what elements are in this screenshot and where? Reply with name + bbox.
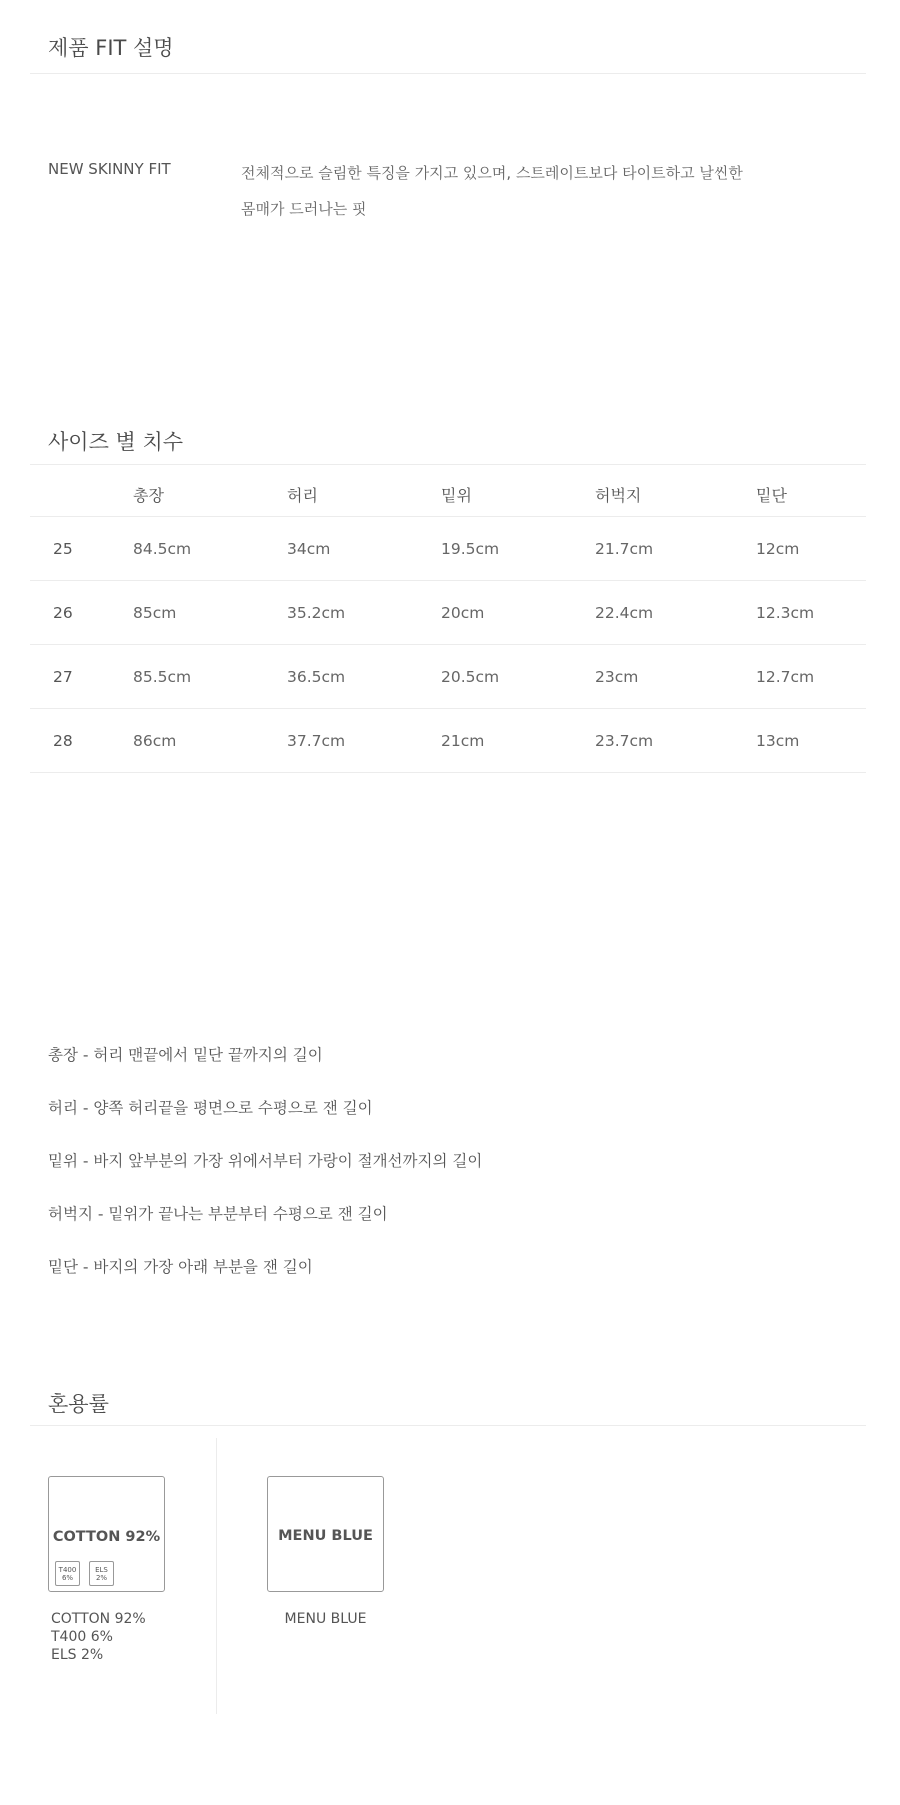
length-cell: 84.5cm xyxy=(133,517,287,581)
fit-name: NEW SKINNY FIT xyxy=(48,160,171,178)
vertical-divider xyxy=(216,1438,217,1714)
fabric-minor-tag xyxy=(55,1561,80,1586)
waist-cell: 35.2cm xyxy=(287,581,441,645)
size-table-header-length: 총장 xyxy=(133,472,287,517)
table-row xyxy=(30,645,866,709)
size-table-header-size xyxy=(30,472,133,517)
size-table-header-row xyxy=(30,472,866,517)
size-cell: 25 xyxy=(30,517,133,581)
size-table-header-hem: 밑단 xyxy=(756,472,866,517)
size-table-header-rise: 밑위 xyxy=(441,472,595,517)
thigh-cell: 23cm xyxy=(595,645,756,709)
composition-section-title: 혼용률 xyxy=(48,1392,109,1416)
minor-tag-name: T400 xyxy=(58,1566,77,1574)
minor-tag-name: ELS xyxy=(95,1566,108,1574)
measurement-definitions xyxy=(48,1043,482,1308)
rise-cell: 21cm xyxy=(441,709,595,773)
length-cell: 85.5cm xyxy=(133,645,287,709)
table-row xyxy=(30,581,866,645)
minor-tag-percent: 6% xyxy=(61,1574,74,1582)
color-swatch xyxy=(267,1476,384,1592)
fabric-caption-line: ELS 2% xyxy=(51,1647,104,1663)
hem-cell: 12cm xyxy=(756,517,866,581)
definition-item: 허벅지 - 밑위가 끝나는 부분부터 수평으로 잰 길이 xyxy=(48,1205,388,1223)
thigh-cell: 22.4cm xyxy=(595,581,756,645)
fabric-caption-line: COTTON 92% xyxy=(51,1611,146,1627)
table-row xyxy=(30,709,866,773)
fit-section-title: 제품 FIT 설명 xyxy=(48,36,174,60)
waist-cell: 37.7cm xyxy=(287,709,441,773)
divider xyxy=(30,1425,866,1426)
size-section-title: 사이즈 별 치수 xyxy=(48,430,184,454)
hem-cell: 13cm xyxy=(756,709,866,773)
color-swatch-label: MENU BLUE xyxy=(278,1528,373,1544)
size-table xyxy=(30,472,866,773)
hem-cell: 12.7cm xyxy=(756,645,866,709)
fabric-caption-line: T400 6% xyxy=(51,1629,113,1645)
fabric-swatch xyxy=(48,1476,165,1592)
fit-description: 전체적으로 슬림한 특징을 가지고 있으며, 스트레이트보다 타이트하고 날씬한 몸매가 드러나는 핏 xyxy=(241,164,743,218)
waist-cell: 34cm xyxy=(287,517,441,581)
waist-cell: 36.5cm xyxy=(287,645,441,709)
definition-item: 밑단 - 바지의 가장 아래 부분을 잰 길이 xyxy=(48,1258,313,1276)
size-table-header-thigh: 허벅지 xyxy=(595,472,756,517)
hem-cell: 12.3cm xyxy=(756,581,866,645)
rise-cell: 20.5cm xyxy=(441,645,595,709)
length-cell: 86cm xyxy=(133,709,287,773)
definition-item: 허리 - 양쪽 허리끝을 평면으로 수평으로 잰 길이 xyxy=(48,1099,373,1117)
minor-tag-percent: 2% xyxy=(95,1574,108,1582)
thigh-cell: 21.7cm xyxy=(595,517,756,581)
size-table-header-waist: 허리 xyxy=(287,472,441,517)
divider xyxy=(30,73,866,74)
length-cell: 85cm xyxy=(133,581,287,645)
size-cell: 28 xyxy=(30,709,133,773)
rise-cell: 20cm xyxy=(441,581,595,645)
fabric-minor-tag xyxy=(89,1561,114,1586)
color-caption: MENU BLUE xyxy=(284,1611,367,1627)
fabric-caption xyxy=(51,1610,146,1664)
rise-cell: 19.5cm xyxy=(441,517,595,581)
size-cell: 26 xyxy=(30,581,133,645)
size-cell: 27 xyxy=(30,645,133,709)
divider xyxy=(30,464,866,465)
thigh-cell: 23.7cm xyxy=(595,709,756,773)
definition-item: 총장 - 허리 맨끝에서 밑단 끝까지의 길이 xyxy=(48,1046,323,1064)
definition-item: 밑위 - 바지 앞부분의 가장 위에서부터 가랑이 절개선까지의 길이 xyxy=(48,1152,483,1170)
table-row xyxy=(30,517,866,581)
fabric-swatch-label: COTTON 92% xyxy=(52,1529,161,1545)
